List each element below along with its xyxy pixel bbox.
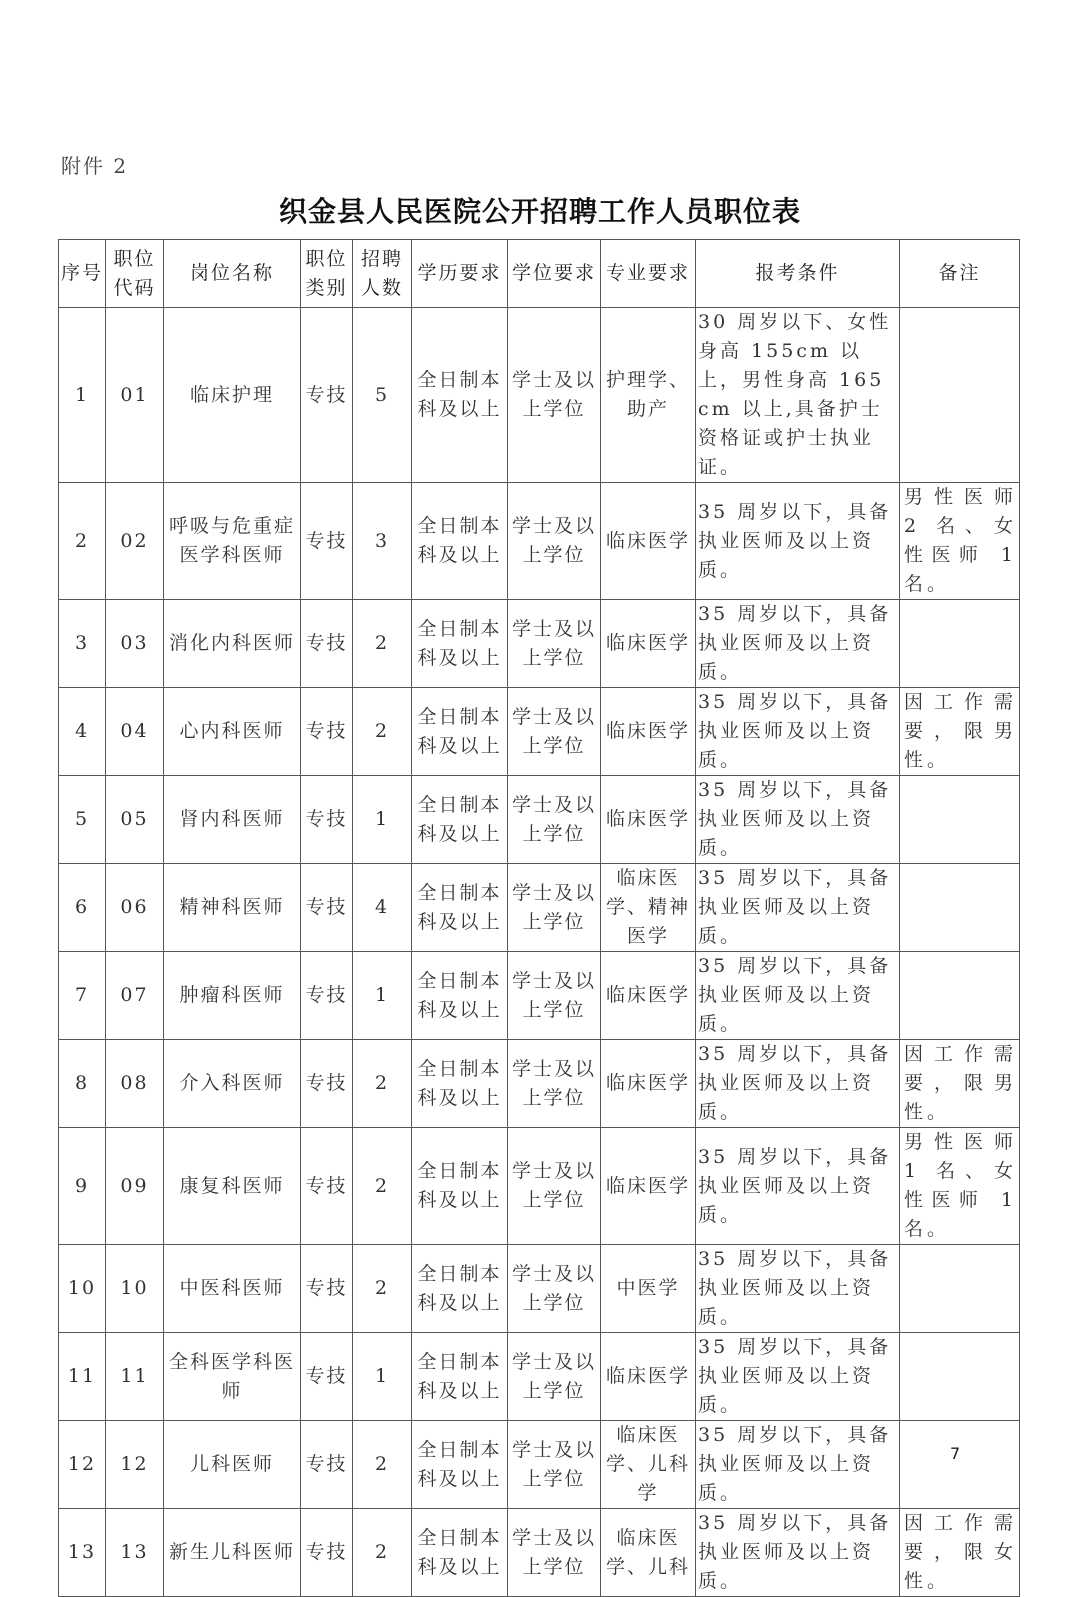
cell-degree: 学士及以上学位 (508, 600, 601, 688)
cell-name: 儿科医师 (164, 1421, 301, 1509)
cell-count: 2 (353, 1509, 412, 1597)
cell-name: 中医科医师 (164, 1245, 301, 1333)
header-code: 职位代码 (106, 240, 164, 308)
cell-name: 新生儿科医师 (164, 1509, 301, 1597)
cell-conditions: 35 周岁以下，具备执业医师及以上资质。 (696, 1040, 900, 1128)
cell-code: 06 (106, 864, 164, 952)
cell-note (900, 1421, 1020, 1509)
cell-conditions: 35 周岁以下，具备执业医师及以上资质。 (696, 1333, 900, 1421)
cell-code: 12 (106, 1421, 164, 1509)
cell-note: 因工作需要，限女性。 (900, 1509, 1020, 1597)
cell-conditions: 35 周岁以下，具备执业医师及以上资质。 (696, 600, 900, 688)
cell-note: 因工作需要，限男性。 (900, 1040, 1020, 1128)
cell-count: 2 (353, 1421, 412, 1509)
cell-name: 消化内科医师 (164, 600, 301, 688)
cell-category: 专技 (301, 600, 353, 688)
cell-education: 全日制本科及以上 (412, 600, 508, 688)
table-row (59, 952, 1020, 1040)
cell-conditions: 35 周岁以下，具备执业医师及以上资质。 (696, 1421, 900, 1509)
cell-seq: 9 (59, 1128, 106, 1245)
cell-major: 临床医学、精神医学 (601, 864, 696, 952)
cell-education: 全日制本科及以上 (412, 1040, 508, 1128)
cell-code: 07 (106, 952, 164, 1040)
cell-count: 2 (353, 600, 412, 688)
cell-note: 因工作需要，限男性。 (900, 688, 1020, 776)
cell-conditions: 35 周岁以下，具备执业医师及以上资质。 (696, 952, 900, 1040)
header-seq: 序号 (59, 240, 106, 308)
cell-major: 临床医学 (601, 1040, 696, 1128)
cell-category: 专技 (301, 1421, 353, 1509)
cell-major: 临床医学、儿科 (601, 1509, 696, 1597)
cell-note (900, 864, 1020, 952)
cell-category: 专技 (301, 1333, 353, 1421)
cell-major: 临床医学、儿科学 (601, 1421, 696, 1509)
cell-major: 临床医学 (601, 1128, 696, 1245)
cell-count: 4 (353, 864, 412, 952)
cell-category: 专技 (301, 1245, 353, 1333)
cell-major: 护理学、助产 (601, 308, 696, 483)
cell-note: 男性医师 1 名、女性医师 1 名。 (900, 1128, 1020, 1245)
cell-seq: 4 (59, 688, 106, 776)
cell-count: 1 (353, 952, 412, 1040)
cell-education: 全日制本科及以上 (412, 1128, 508, 1245)
cell-code: 04 (106, 688, 164, 776)
cell-degree: 学士及以上学位 (508, 688, 601, 776)
cell-code: 13 (106, 1509, 164, 1597)
cell-conditions: 35 周岁以下，具备执业医师及以上资质。 (696, 864, 900, 952)
cell-degree: 学士及以上学位 (508, 864, 601, 952)
cell-conditions: 35 周岁以下，具备执业医师及以上资质。 (696, 776, 900, 864)
cell-education: 全日制本科及以上 (412, 1421, 508, 1509)
table-row (59, 688, 1020, 776)
cell-major: 临床医学 (601, 483, 696, 600)
cell-code: 11 (106, 1333, 164, 1421)
cell-category: 专技 (301, 864, 353, 952)
cell-seq: 5 (59, 776, 106, 864)
table-row (59, 600, 1020, 688)
cell-conditions: 35 周岁以下，具备执业医师及以上资质。 (696, 483, 900, 600)
cell-degree: 学士及以上学位 (508, 1245, 601, 1333)
table-header-row (59, 240, 1020, 308)
cell-name: 精神科医师 (164, 864, 301, 952)
cell-count: 1 (353, 1333, 412, 1421)
table-row (59, 864, 1020, 952)
cell-degree: 学士及以上学位 (508, 1128, 601, 1245)
cell-category: 专技 (301, 1128, 353, 1245)
cell-count: 5 (353, 308, 412, 483)
cell-degree: 学士及以上学位 (508, 1333, 601, 1421)
table-row (59, 776, 1020, 864)
cell-degree: 学士及以上学位 (508, 1040, 601, 1128)
cell-education: 全日制本科及以上 (412, 1333, 508, 1421)
cell-seq: 10 (59, 1245, 106, 1333)
cell-education: 全日制本科及以上 (412, 776, 508, 864)
cell-category: 专技 (301, 483, 353, 600)
cell-major: 临床医学 (601, 600, 696, 688)
cell-note (900, 1333, 1020, 1421)
cell-count: 1 (353, 776, 412, 864)
cell-major: 临床医学 (601, 688, 696, 776)
cell-major: 临床医学 (601, 1333, 696, 1421)
cell-name: 肾内科医师 (164, 776, 301, 864)
cell-name: 心内科医师 (164, 688, 301, 776)
cell-seq: 6 (59, 864, 106, 952)
cell-note: 男性医师 2 名、女性医师 1 名。 (900, 483, 1020, 600)
table-row (59, 1421, 1020, 1509)
cell-degree: 学士及以上学位 (508, 776, 601, 864)
cell-major: 临床医学 (601, 952, 696, 1040)
cell-category: 专技 (301, 1509, 353, 1597)
cell-seq: 3 (59, 600, 106, 688)
cell-note (900, 1245, 1020, 1333)
cell-education: 全日制本科及以上 (412, 1509, 508, 1597)
cell-code: 10 (106, 1245, 164, 1333)
cell-code: 09 (106, 1128, 164, 1245)
cell-education: 全日制本科及以上 (412, 952, 508, 1040)
cell-degree: 学士及以上学位 (508, 1509, 601, 1597)
cell-code: 01 (106, 308, 164, 483)
header-degree: 学位要求 (508, 240, 601, 308)
cell-education: 全日制本科及以上 (412, 1245, 508, 1333)
table-row (59, 1509, 1020, 1597)
cell-count: 2 (353, 1128, 412, 1245)
header-category: 职位类别 (301, 240, 353, 308)
cell-conditions: 35 周岁以下，具备执业医师及以上资质。 (696, 688, 900, 776)
cell-count: 3 (353, 483, 412, 600)
cell-category: 专技 (301, 776, 353, 864)
cell-education: 全日制本科及以上 (412, 864, 508, 952)
cell-conditions: 35 周岁以下，具备执业医师及以上资质。 (696, 1128, 900, 1245)
cell-name: 康复科医师 (164, 1128, 301, 1245)
cell-count: 2 (353, 1245, 412, 1333)
cell-note (900, 600, 1020, 688)
cell-conditions: 35 周岁以下，具备执业医师及以上资质。 (696, 1245, 900, 1333)
page-number: 7 (950, 1444, 961, 1463)
cell-count: 2 (353, 1040, 412, 1128)
cell-seq: 12 (59, 1421, 106, 1509)
cell-seq: 8 (59, 1040, 106, 1128)
cell-major: 中医学 (601, 1245, 696, 1333)
table-row (59, 1040, 1020, 1128)
cell-name: 介入科医师 (164, 1040, 301, 1128)
header-count: 招聘人数 (353, 240, 412, 308)
cell-seq: 1 (59, 308, 106, 483)
table-row (59, 483, 1020, 600)
cell-code: 08 (106, 1040, 164, 1128)
cell-category: 专技 (301, 952, 353, 1040)
annex-label: 附件 2 (61, 154, 129, 178)
cell-degree: 学士及以上学位 (508, 1421, 601, 1509)
header-name: 岗位名称 (164, 240, 301, 308)
cell-degree: 学士及以上学位 (508, 308, 601, 483)
cell-seq: 7 (59, 952, 106, 1040)
cell-count: 2 (353, 688, 412, 776)
header-conditions: 报考条件 (696, 240, 900, 308)
cell-note (900, 308, 1020, 483)
table-row (59, 1333, 1020, 1421)
table-row (59, 308, 1020, 483)
cell-education: 全日制本科及以上 (412, 688, 508, 776)
cell-name: 全科医学科医师 (164, 1333, 301, 1421)
cell-category: 专技 (301, 1040, 353, 1128)
positions-table (58, 239, 1020, 1597)
cell-name: 临床护理 (164, 308, 301, 483)
cell-conditions: 35 周岁以下，具备执业医师及以上资质。 (696, 1509, 900, 1597)
header-education: 学历要求 (412, 240, 508, 308)
cell-major: 临床医学 (601, 776, 696, 864)
cell-degree: 学士及以上学位 (508, 952, 601, 1040)
cell-code: 05 (106, 776, 164, 864)
table-row (59, 1245, 1020, 1333)
table-row (59, 1128, 1020, 1245)
cell-category: 专技 (301, 308, 353, 483)
cell-name: 肿瘤科医师 (164, 952, 301, 1040)
cell-education: 全日制本科及以上 (412, 308, 508, 483)
cell-category: 专技 (301, 688, 353, 776)
cell-note (900, 776, 1020, 864)
cell-code: 03 (106, 600, 164, 688)
header-major: 专业要求 (601, 240, 696, 308)
cell-seq: 11 (59, 1333, 106, 1421)
cell-education: 全日制本科及以上 (412, 483, 508, 600)
cell-note (900, 952, 1020, 1040)
cell-seq: 2 (59, 483, 106, 600)
header-note: 备注 (900, 240, 1020, 308)
cell-degree: 学士及以上学位 (508, 483, 601, 600)
cell-seq: 13 (59, 1509, 106, 1597)
cell-name: 呼吸与危重症医学科医师 (164, 483, 301, 600)
cell-code: 02 (106, 483, 164, 600)
cell-conditions: 30 周岁以下、女性身高 155cm 以上，男性身高 165cm 以上,具备护士资格证或护士执业证。 (696, 308, 900, 483)
document-title: 织金县人民医院公开招聘工作人员职位表 (278, 195, 801, 228)
